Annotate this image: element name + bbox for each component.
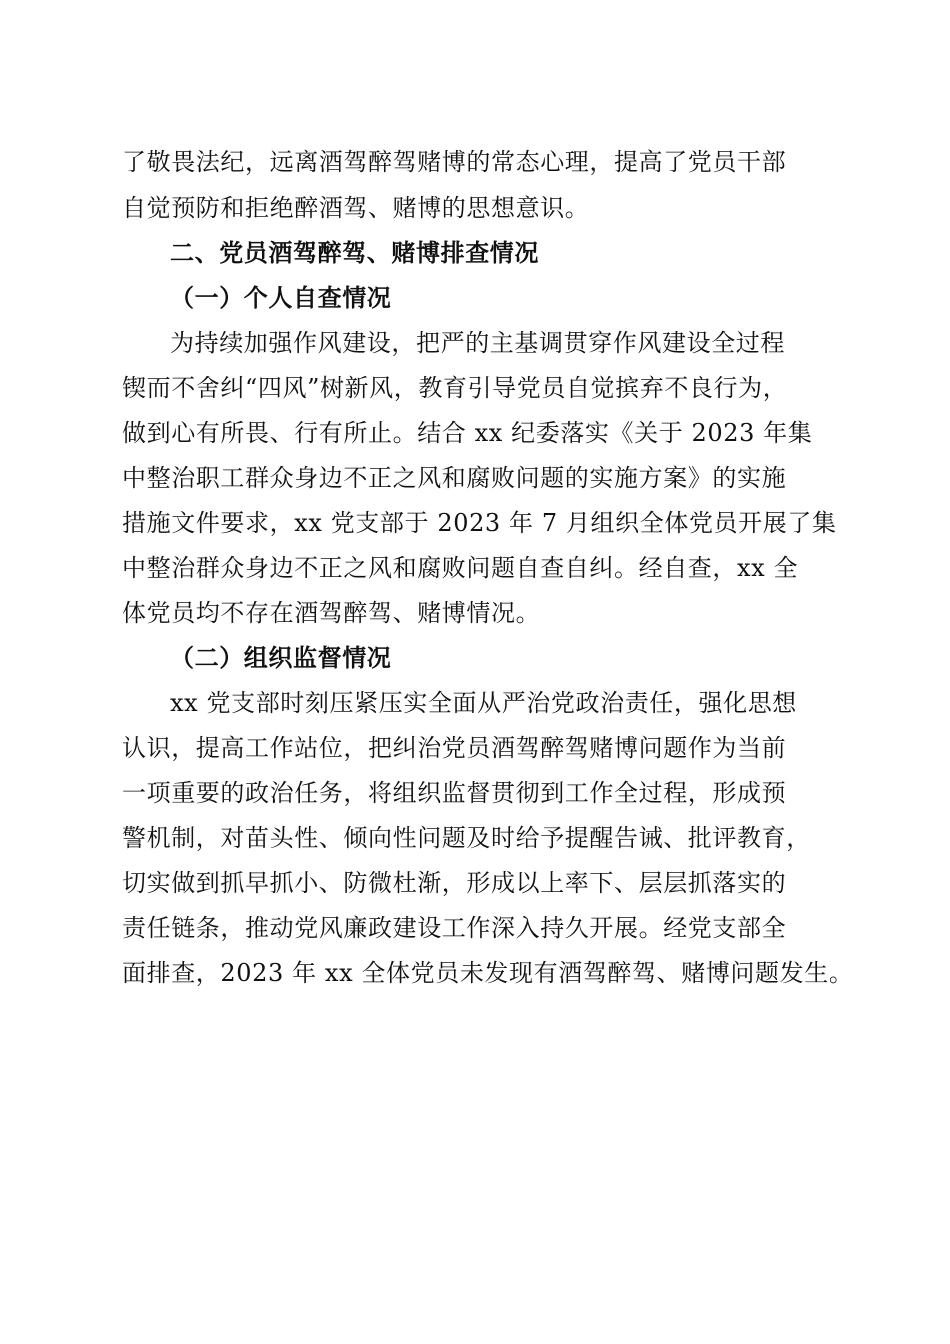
body-line: xx 党支部时刻压紧压实全面从严治党政治责任，强化思想 [170, 689, 797, 717]
body-line: 为持续加强作风建设，把严的主基调贯穿作风建设全过程 [170, 329, 785, 357]
body-line: 面排查，2023 年 xx 全体党员未发现有酒驾醉驾、赌博问题发生。 [122, 959, 854, 987]
body-line: 了敬畏法纪，远离酒驾醉驾赌博的常态心理，提高了党员干部 [122, 148, 787, 176]
body-line: 体党员均不存在酒驾醉驾、赌博情况。 [122, 599, 541, 627]
subsection-heading: （一）个人自查情况 [170, 283, 392, 312]
body-line: 锲而不舍纠“四风”树新风，教育引导党员自觉摈弃不良行为， [122, 374, 788, 402]
body-line: 责任链条，推动党风廉政建设工作深入持久开展。经党支部全 [122, 914, 787, 942]
section-heading: 二、党员酒驾醉驾、赌博排查情况 [170, 239, 539, 267]
body-line: 认识，提高工作站位，把纠治党员酒驾醉驾赌博问题作为当前 [122, 734, 787, 762]
body-line: 自觉预防和拒绝醉酒驾、赌博的思想意识。 [122, 194, 590, 222]
subsection-heading: （二）组织监督情况 [170, 643, 392, 672]
body-line: 一项重要的政治任务，将组织监督贯彻到工作全过程，形成预 [122, 779, 787, 807]
body-line: 警机制，对苗头性、倾向性问题及时给予提醒告诫、批评教育， [122, 824, 811, 852]
body-line: 做到心有所畏、行有所止。结合 xx 纪委落实《关于 2023 年集 [122, 419, 813, 447]
body-line: 措施文件要求，xx 党支部于 2023 年 7 月组织全体党员开展了集 [122, 509, 837, 537]
body-line: 中整治群众身边不正之风和腐败问题自查自纠。经自查，xx 全 [122, 554, 799, 582]
body-line: 切实做到抓早抓小、防微杜渐，形成以上率下、层层抓落实的 [122, 869, 787, 897]
body-line: 中整治职工群众身边不正之风和腐败问题的实施方案》的实施 [122, 464, 787, 492]
